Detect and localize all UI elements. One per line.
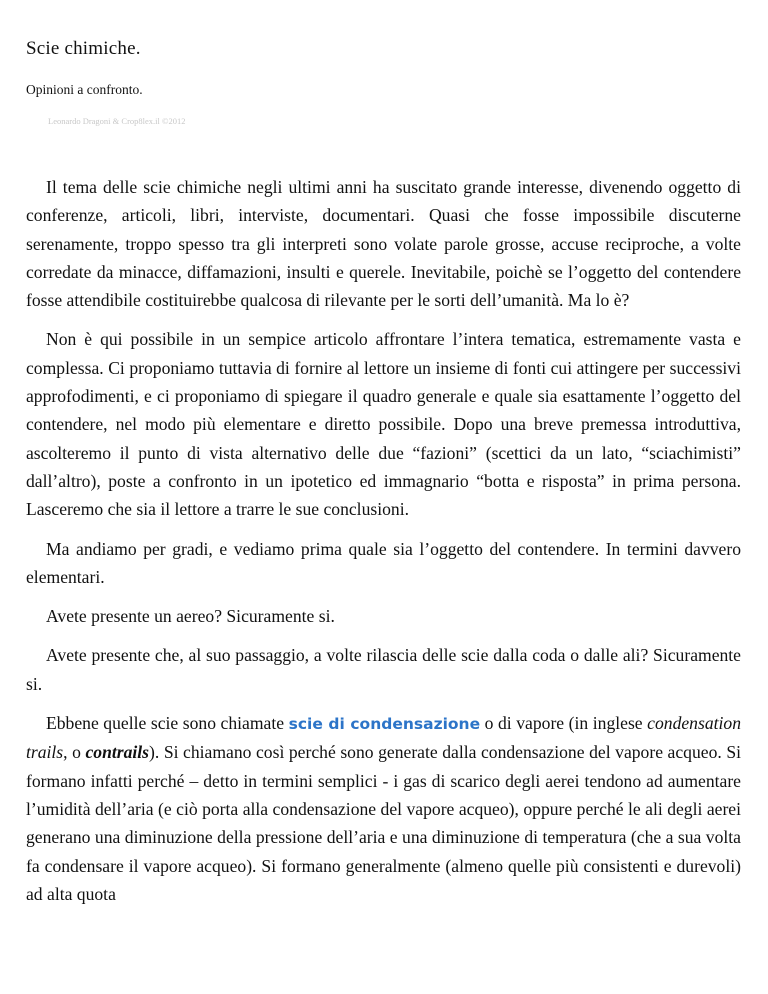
- condensation-trails-term: condensation trails: [26, 713, 741, 763]
- scie-di-condensazione-link[interactable]: scie di condensazione: [288, 715, 481, 734]
- document-subtitle: Opinioni a confronto.: [26, 82, 143, 97]
- paragraph-condensazione: [26, 709, 741, 908]
- paragraph-intro: Il tema delle scie chimiche negli ultimi anni ha suscitato grande interesse, divenendo oggetto di conferenze, articoli, libri, interviste, documentari. Quasi che fosse impossibile discuterne serenamente, troppo spesso tra gli interpreti sono volate parole grosse, accuse reciproche, a volte corredate da minacce, diffamazioni, insulti e querele. Inevitabile, poichè se l’oggetto del contendere fosse attendibile costituirebbe qualcosa di rilevante per le sorti dell’umanità. Ma lo è?: [26, 177, 741, 311]
- copyright-credit: Leonardo Dragoni & Crop8lex.il ©2012: [48, 116, 186, 126]
- text-run: , o: [63, 742, 86, 763]
- paragraph-scope: Non è qui possibile in un sempice articolo affrontare l’intera tematica, estremamente vasta e complessa. Ci proponiamo tuttavia di fornire al lettore un insieme di fonti cui attingere per successivi approfodimenti, e ci proponiamo di spiegare il quadro generale e quale sia esattamente l’oggetto del contendere, nel modo più elementare e diretto possibile. Dopo una breve premessa introduttiva, ascolteremo il punto di vista alternativo delle due “fazioni” (scettici da un lato, “sciachimisti” dall’altro), poste a confronto in un ipotetico ed immagnario “botta e risposta” in prima persona. Lasceremo che sia il lettore a trarre le sue conclusioni.: [26, 329, 741, 520]
- article-body: [26, 173, 741, 919]
- text-run: o di vapore (in inglese: [480, 713, 648, 734]
- contrails-term: contrails: [85, 742, 150, 763]
- text-run: Ebbene quelle scie sono chiamate: [46, 713, 289, 734]
- document-title: Scie chimiche.: [26, 38, 141, 59]
- paragraph-aereo: Avete presente un aereo? Sicuramente si.: [46, 606, 335, 627]
- paragraph-gradi: Ma andiamo per gradi, e vediamo prima quale sia l’oggetto del contendere. In termini davvero elementari.: [26, 538, 741, 587]
- text-run: ). Si chiamano così perché sono generate dalla condensazione del vapore acqueo. Si formano infatti perché – detto in termini semplici - i gas di scarico degli aerei tendono ad aumentare l’umidità dell’aria (e ciò porta alla condensazione del vapore acqueo), oppure perché le ali degli aerei generano una diminuzione della pressione dell’aria e una diminuzione di temperatura (che a sua volta fa condensare il vapore acqueo). Si formano generalmente (almeno quelle più consistenti e durevoli) ad alta quota: [26, 742, 742, 904]
- paragraph-scie: Avete presente che, al suo passaggio, a volte rilascia delle scie dalla coda o dalle ali? Sicuramente si.: [26, 645, 741, 694]
